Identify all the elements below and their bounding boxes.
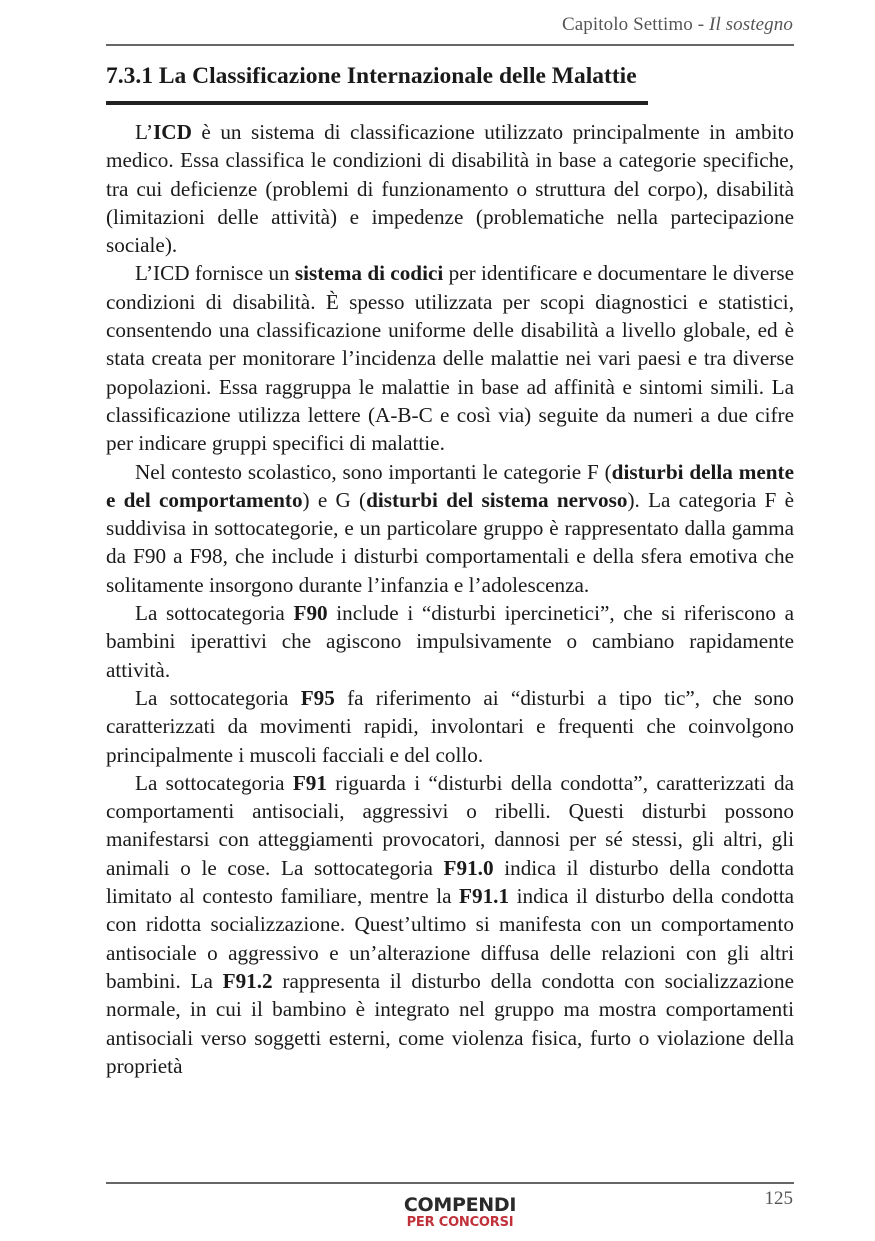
text-run: ) e G (: [302, 487, 367, 512]
bold-term: F91: [292, 770, 327, 795]
text-run: riguarda i “disturbi della condotta”, caratterizzati da comportamenti antisociali, aggressivi o ribelli. Questi disturbi possono manifestarsi con atteggiamenti provocatori, dannosi per sé stessi, gli altri, gli animali o le cose. La sottocategoria: [106, 770, 795, 880]
page-number: 125: [764, 1188, 793, 1209]
bold-term: F90: [293, 601, 328, 626]
header-rule: [106, 44, 794, 46]
text-run: indica il disturbo della condotta limitato al contesto familiare, mentre la: [106, 855, 794, 909]
text-run: indica il disturbo della condotta con ridotta socializzazione. Quest’ultimo si manifesta con un comportamento antisociale o aggressivo e un’alterazione diffusa delle relazioni con gli altri bambini. La: [106, 884, 794, 993]
paragraph: [106, 684, 794, 769]
section-title: 7.3.1 La Classificazione Internazionale delle Malattie: [106, 63, 637, 89]
text-run: è un sistema di classificazione utilizzato principalmente in ambito medico. Essa classifica le condizioni di disabilità in base a categorie specifiche, tra cui deficienze (problemi di funzionamento o struttura del corpo), disabilità (limitazioni delle attività) e impedenze (problematiche nella partecipazione sociale).: [106, 120, 794, 258]
chapter-label: Capitolo Settimo -: [561, 14, 710, 35]
running-head: [106, 14, 793, 36]
logo-bottom-text: PER CONCORSI: [406, 1215, 514, 1230]
paragraph: [106, 599, 794, 684]
text-run: La sottocategoria: [135, 770, 293, 795]
bold-term: F91.0: [443, 855, 494, 880]
text-run: L’ICD fornisce un: [135, 261, 295, 286]
body-text: [106, 118, 794, 1080]
bold-term: disturbi della mente e del comportamento: [106, 459, 794, 512]
paragraph: [106, 118, 794, 259]
bold-term: F91.2: [222, 968, 273, 993]
paragraph: [106, 259, 794, 457]
text-run: La sottocategoria: [135, 685, 301, 710]
logo-top-text: COMPENDI: [403, 1194, 517, 1216]
text-run: L’: [135, 120, 154, 144]
bold-term: sistema di codici: [294, 261, 444, 286]
paragraph: [106, 769, 794, 1080]
text-run: fa riferimento ai “disturbi a tipo tic”, che sono caratterizzati da movimenti rapidi, involontari e frequenti che coinvolgono principalmente i muscoli facciali e del collo.: [106, 685, 795, 767]
bold-term: F95: [300, 685, 335, 710]
chapter-subtitle: Il sostegno: [709, 14, 793, 35]
text-run: include i “disturbi ipercinetici”, che si riferiscono a bambini iperattivi che agiscono impulsivamente o cambiano rapidamente attività.: [106, 601, 794, 682]
text-run: per identificare e documentare le diverse condizioni di disabilità. È spesso utilizzata per scopi diagnostici e statistici, consentendo una classificazione uniforme delle disabilità a livello globale, ed è stata creata per monitorare l’incidenza delle malattie nei vari paesi e tra diverse popolazioni. Essa raggruppa le malattie in base ad affinità e sintomi simili. La classificazione utilizza lettere (A-B-C e così via) seguite da numeri a due cifre per indicare gruppi specifici di malattie.: [106, 261, 794, 456]
bold-term: F91.1: [459, 884, 510, 909]
title-underline: [106, 101, 648, 105]
text-run: rappresenta il disturbo della condotta con socializzazione normale, in cui il bambino è integrato nel gruppo ma mostra comportamenti antisociali verso soggetti esterni, come violenza fisica, furto o violazione della proprietà: [106, 968, 794, 1078]
text-run: ). La categoria F è suddivisa in sottocategorie, e un particolare gruppo è rappresentato dalla gamma da F90 a F98, che include i disturbi comportamentali e della sfera emotiva che solitamente insorgono durante l’infanzia e l’adolescenza.: [106, 487, 794, 597]
bold-term: disturbi del sistema nervoso: [366, 487, 628, 512]
text-run: La sottocategoria: [135, 601, 294, 626]
text-run: Nel contesto scolastico, sono importanti le categorie F (: [135, 459, 612, 484]
paragraph: [106, 458, 794, 599]
footer-rule: [106, 1182, 794, 1184]
publisher-logo: [380, 1196, 540, 1229]
bold-term: ICD: [153, 120, 192, 144]
